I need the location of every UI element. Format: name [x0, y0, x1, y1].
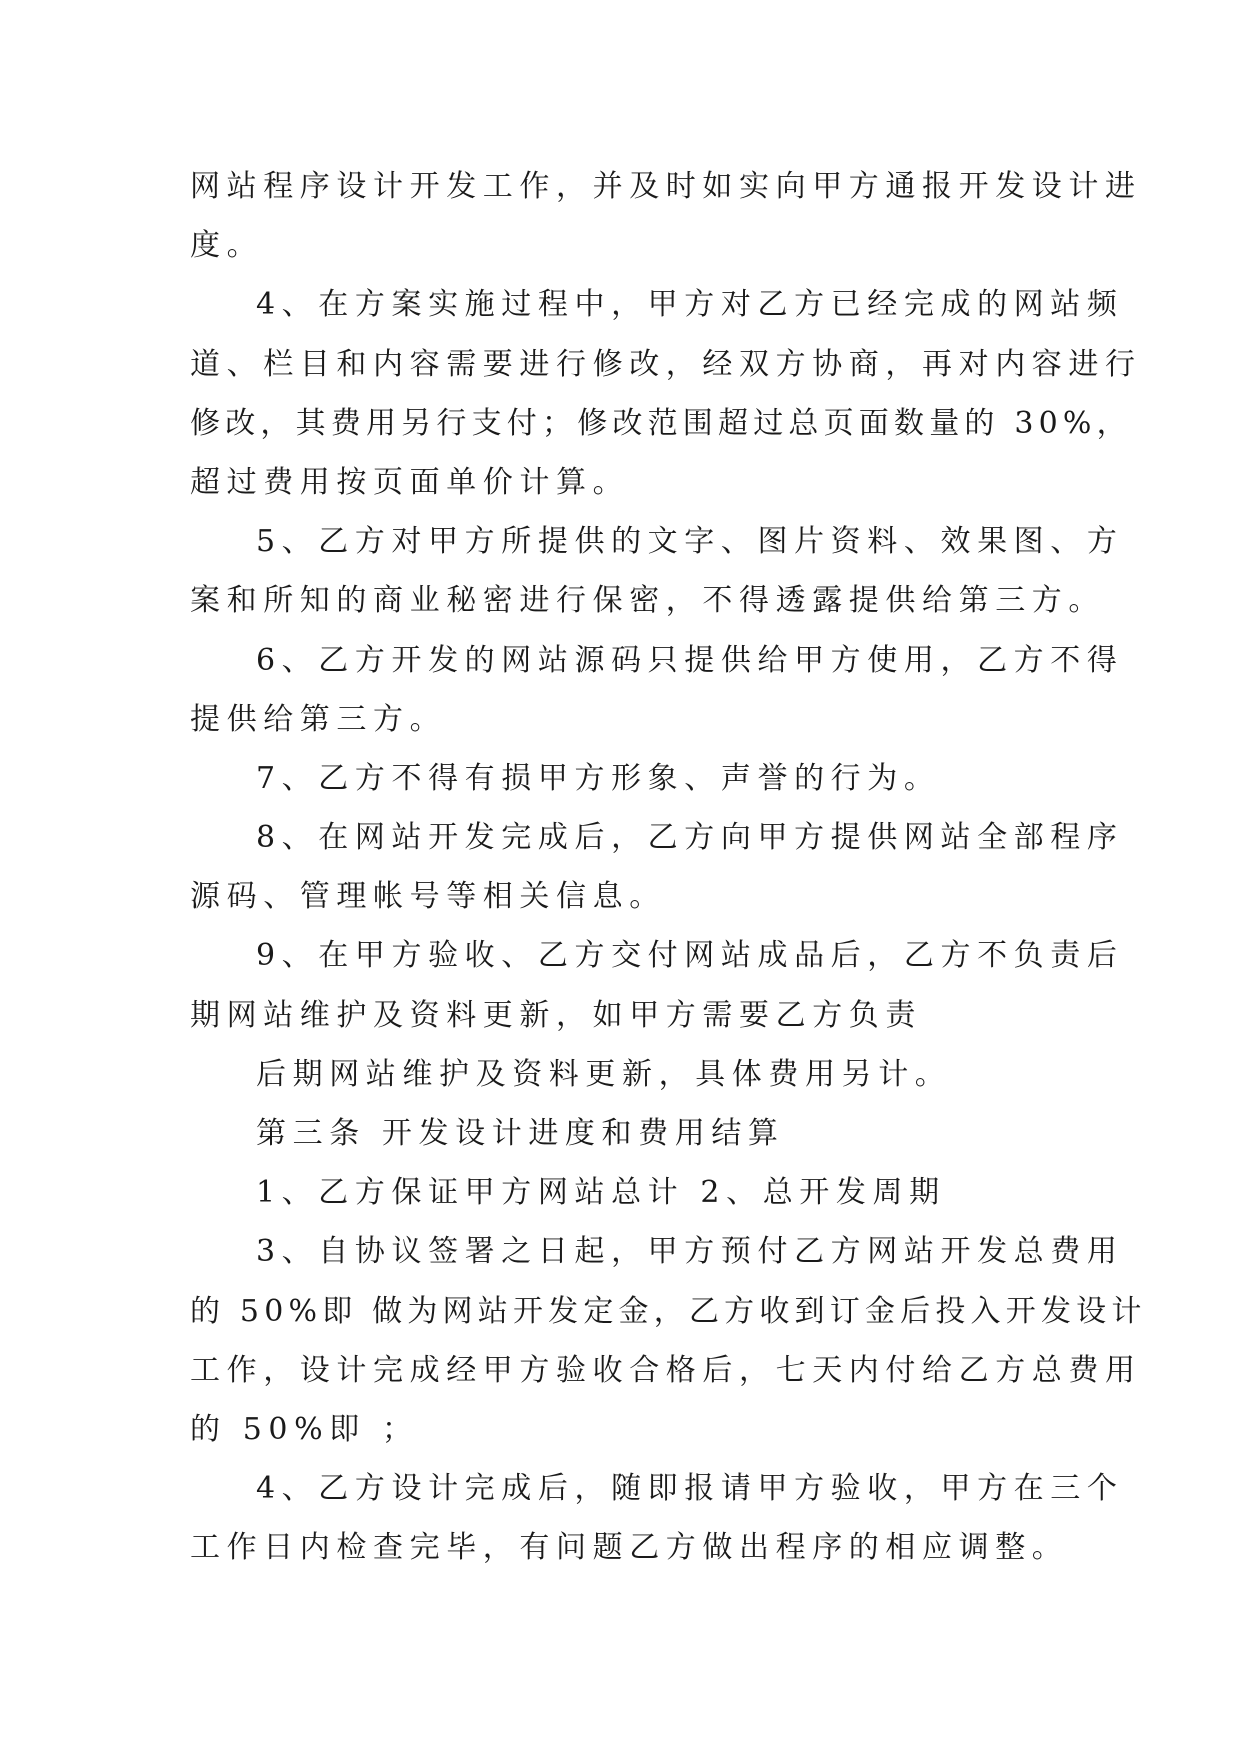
text-line: 9、在甲方验收、乙方交付网站成品后，乙方不负责后 — [256, 938, 1124, 974]
text-line: 源码、管理帐号等相关信息。 — [190, 879, 666, 915]
text-line: 道、栏目和内容需要进行修改，经双方协商，再对内容进行 — [190, 346, 1142, 382]
text-line: 7、乙方不得有损甲方形象、声誉的行为。 — [256, 760, 941, 796]
text-line: 8、在网站开发完成后，乙方向甲方提供网站全部程序 — [256, 820, 1124, 856]
text-line: 工作日内检查完毕，有问题乙方做出程序的相应调整。 — [190, 1530, 1069, 1566]
text-line: 的 50%即 做为网站开发定金，乙方收到订金后投入开发设计 — [190, 1293, 1147, 1329]
text-line: 的 50%即 ； — [190, 1411, 419, 1447]
text-line: 超过费用按页面单价计算。 — [190, 464, 630, 500]
text-line: 6、乙方开发的网站源码只提供给甲方使用，乙方不得 — [256, 642, 1124, 678]
text-line: 4、乙方设计完成后，随即报请甲方验收，甲方在三个 — [256, 1471, 1124, 1507]
text-line: 案和所知的商业秘密进行保密，不得透露提供给第三方。 — [190, 583, 1105, 619]
text-line: 度。 — [190, 228, 264, 264]
text-line: 网站程序设计开发工作，并及时如实向甲方通报开发设计进 — [190, 169, 1142, 204]
text-line: 期网站维护及资料更新，如甲方需要乙方负责 — [190, 997, 922, 1033]
body-text — [190, 157, 1147, 1578]
text-line: 3、自协议签署之日起，甲方预付乙方网站开发总费用 — [256, 1234, 1124, 1270]
text-line: 提供给第三方。 — [190, 701, 447, 737]
text-line: 4、在方案实施过程中，甲方对乙方已经完成的网站频 — [256, 287, 1124, 323]
text-line: 工作，设计完成经甲方验收合格后，七天内付给乙方总费用 — [190, 1352, 1142, 1388]
text-line: 5、乙方对甲方所提供的文字、图片资料、效果图、方 — [256, 524, 1124, 560]
text-line: 后期网站维护及资料更新，具体费用另计。 — [256, 1056, 952, 1092]
text-line: 修改，其费用另行支付；修改范围超过总页面数量的 30%， — [190, 405, 1132, 441]
section-heading: 第三条 开发设计进度和费用结算 — [256, 1116, 785, 1151]
text-line: 1、乙方保证甲方网站总计 2、总开发周期 — [256, 1175, 946, 1211]
